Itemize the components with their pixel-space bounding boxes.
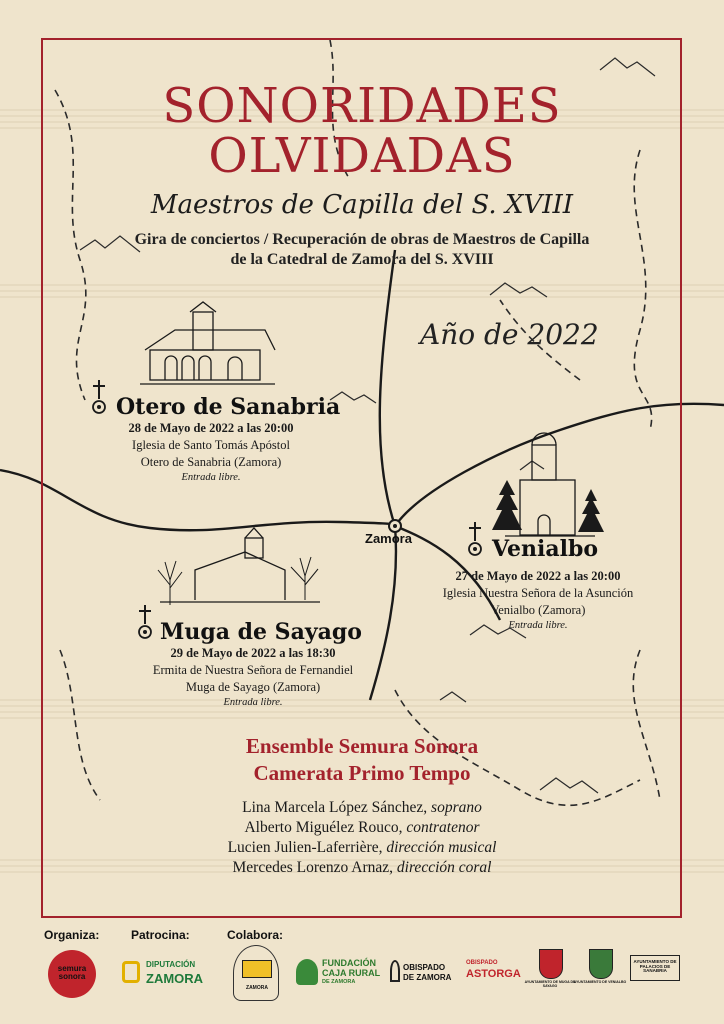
- muga-coat-of-arms: [524, 945, 576, 995]
- crozier-icon: [390, 960, 400, 982]
- performer-name: Mercedes Lorenzo Arnaz,: [232, 859, 394, 876]
- obispado-astorga-top: OBISPADO: [466, 960, 498, 966]
- concert-date: 28 de Mayo de 2022 a las 20:00: [128, 421, 294, 435]
- tree-icon: [296, 959, 318, 985]
- performer-name: Alberto Miguélez Rouco,: [244, 819, 403, 836]
- concert-entry: Entrada libre.: [181, 471, 241, 483]
- year-label: Año de 2022: [420, 318, 599, 351]
- diputacion-emblem-icon: [122, 961, 140, 983]
- concert-venue: Ermita de Nuestra Señora de Fernandiel: [152, 662, 354, 677]
- performer-role: contratenor: [406, 819, 480, 836]
- performer-name: Lina Marcela López Sánchez,: [242, 799, 428, 816]
- venialbo-coat-of-arms: [573, 945, 627, 995]
- concert-entry: Entrada libre.: [223, 696, 283, 708]
- concert-town: Venialbo (Zamora): [490, 602, 586, 617]
- caja-logo-mid: CAJA RURAL: [322, 968, 381, 978]
- concert-venue: Iglesia de Santo Tomás Apóstol: [132, 437, 290, 452]
- diputacion-logo-bottom: ZAMORA: [146, 971, 204, 986]
- shield-icon: [539, 949, 563, 979]
- concert-town: Muga de Sayago (Zamora): [185, 679, 321, 694]
- zamora-culture-text: ZAMORA: [246, 985, 268, 991]
- obispado-astorga-logo: [466, 960, 526, 988]
- fundacion-caja-rural-logo: [296, 957, 381, 991]
- ayto-venialbo-text: AYUNTAMIENTO DE VENIALBO: [573, 980, 627, 984]
- location-name-otero: Otero de Sanabria: [116, 394, 341, 420]
- obispado-zamora-top: OBISPADO: [403, 963, 446, 972]
- concert-info-muga: [118, 645, 388, 710]
- patrocina-label: Patrocina:: [131, 928, 190, 942]
- shield-icon: [589, 949, 613, 979]
- performer-role: dirección coral: [396, 859, 492, 876]
- performer-line: [0, 799, 724, 817]
- diputacion-logo-top: DIPUTACIÓN: [146, 960, 196, 969]
- ensemble-name-1: Ensemble Semura Sonora: [245, 734, 479, 758]
- performer-line: [0, 839, 724, 857]
- location-name-venialbo: Venialbo: [492, 536, 599, 562]
- poster-subtitle: Maestros de Capilla del S. XVIII: [150, 190, 574, 220]
- palacios-sanabria-logo: [630, 955, 680, 981]
- concert-venue: Iglesia Nuestra Señora de la Asunción: [442, 585, 634, 600]
- zamora-culture-logo: [233, 945, 279, 1001]
- poster-title-line2: OLVIDADAS: [208, 128, 516, 184]
- performer-line: [0, 859, 724, 877]
- tour-description-line1: Gira de conciertos / Recuperación de obras de Maestros de Capilla: [134, 231, 590, 248]
- obispado-zamora-logo: [390, 958, 456, 988]
- concert-entry: Entrada libre.: [508, 619, 568, 631]
- performer-role: soprano: [431, 799, 482, 816]
- crown-icon: [242, 960, 272, 978]
- ayto-muga-text: AYUNTAMIENTO DE MUGA DE SAYAGO: [524, 980, 576, 988]
- concert-info-otero: [96, 420, 326, 485]
- obispado-astorga-bottom: ASTORGA: [466, 968, 521, 980]
- colabora-label: Colabora:: [227, 928, 284, 942]
- semura-sonora-logo: [48, 950, 96, 998]
- poster-title-line1: SONORIDADES: [162, 78, 562, 134]
- zamora-map-label: Zamora: [365, 531, 412, 546]
- caja-logo-top: FUNDACIÓN: [322, 958, 376, 968]
- ensemble-name-2: Camerata Primo Tempo: [253, 761, 471, 785]
- concert-date: 27 de Mayo de 2022 a las 20:00: [455, 569, 621, 583]
- semura-logo-text: semura sonora: [57, 964, 87, 982]
- diputacion-zamora-logo: [122, 958, 212, 988]
- location-name-muga: Muga de Sayago: [160, 619, 362, 645]
- obispado-zamora-bottom: DE ZAMORA: [403, 973, 452, 982]
- performer-line: [0, 819, 724, 837]
- caja-logo-bottom: DE ZAMORA: [322, 979, 356, 985]
- tour-description-line2: de la Catedral de Zamora del S. XVIII: [230, 251, 494, 268]
- ayto-palacios-text: AYUNTAMIENTO DE PALACIOS DE SANABRIA: [633, 959, 677, 974]
- performer-name: Lucien Julien-Laferrière,: [227, 839, 383, 856]
- concert-town: Otero de Sanabria (Zamora): [140, 454, 282, 469]
- concert-info-venialbo: [418, 568, 658, 633]
- organiza-label: Organiza:: [44, 928, 100, 942]
- concert-date: 29 de Mayo de 2022 a las 18:30: [170, 646, 336, 660]
- performer-role: dirección musical: [386, 839, 497, 856]
